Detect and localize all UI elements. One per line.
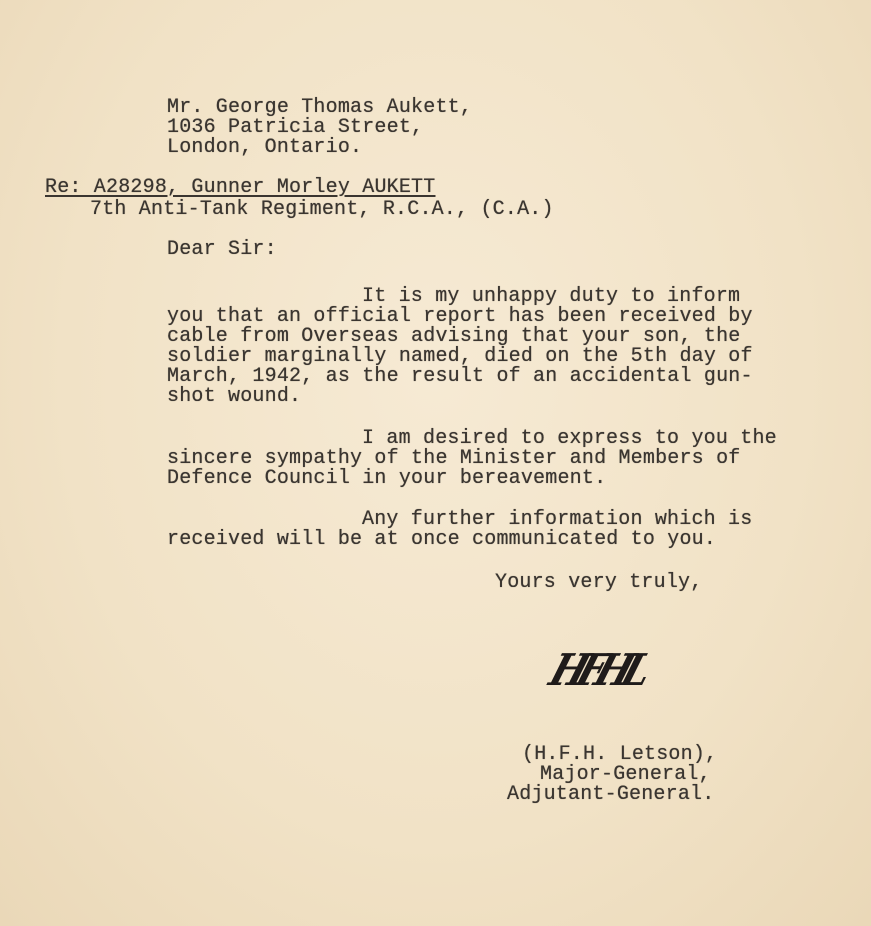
text-line: Defence Council in your bereavement.	[167, 467, 607, 490]
reference-line: Re: A28298, Gunner Morley AUKETT	[45, 176, 436, 199]
text-line: you that an official report has been received by	[167, 305, 753, 328]
paragraph-3	[167, 510, 752, 550]
signatory-name: (H.F.H. Letson),	[522, 743, 718, 766]
text-line: received will be at once communicated to you.	[167, 528, 717, 551]
text-line: cable from Overseas advising that your son, the	[167, 325, 741, 348]
closing: Yours very truly,	[495, 571, 703, 594]
text-line: Any further information which is	[362, 508, 753, 531]
salutation: Dear Sir:	[167, 238, 277, 261]
address-line: Mr. George Thomas Aukett,	[167, 96, 473, 119]
recipient-address	[167, 98, 472, 158]
address-line: London, Ontario.	[167, 136, 363, 159]
text-line: sincere sympathy of the Minister and Members of	[167, 447, 741, 470]
text-line: shot wound.	[167, 385, 302, 408]
reference-unit: 7th Anti-Tank Regiment, R.C.A., (C.A.)	[90, 198, 554, 221]
paragraph-2	[167, 429, 777, 489]
paragraph-1	[167, 287, 753, 407]
text-line: It is my unhappy duty to inform	[362, 285, 741, 308]
signature: HFHL	[543, 643, 651, 696]
signatory-title: Adjutant-General.	[507, 783, 715, 806]
text-line: March, 1942, as the result of an accidental gun-	[167, 365, 753, 388]
text-line: I am desired to express to you the	[362, 427, 777, 450]
signatory-rank: Major-General,	[540, 763, 711, 786]
text-line: soldier marginally named, died on the 5th day of	[167, 345, 753, 368]
address-line: 1036 Patricia Street,	[167, 116, 424, 139]
